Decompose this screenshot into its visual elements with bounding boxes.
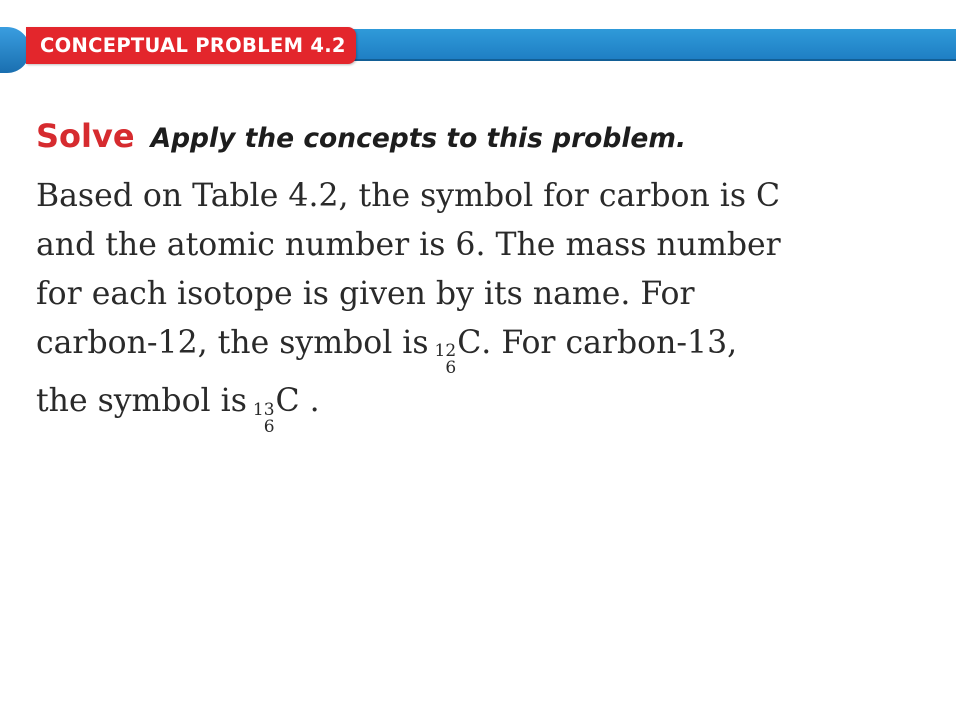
paragraph-text: the symbol is xyxy=(36,383,247,420)
paragraph-line: Based on Table 4.2, the symbol for carbon is C xyxy=(36,178,781,214)
solution-paragraph xyxy=(36,172,936,436)
paragraph-text: . xyxy=(299,383,320,420)
mass-number: 13 xyxy=(252,399,275,420)
nuclide-scripts xyxy=(435,343,457,377)
solve-subheading: Apply the concepts to this problem. xyxy=(150,123,687,154)
element-symbol: C xyxy=(275,383,300,420)
solve-heading-line xyxy=(36,117,686,155)
mass-number: 12 xyxy=(434,341,457,362)
nuclide-scripts xyxy=(252,399,275,437)
banner-blue-bar xyxy=(330,29,956,61)
element-symbol: C xyxy=(457,325,482,361)
paragraph-line: and the atomic number is 6. The mass number xyxy=(36,227,781,263)
banner-title: CONCEPTUAL PROBLEM 4.2 xyxy=(40,34,346,57)
paragraph-text: . For carbon-13, xyxy=(481,325,738,361)
carbon-13-symbol xyxy=(253,377,300,435)
atomic-number: 6 xyxy=(263,416,275,437)
carbon-12-symbol xyxy=(435,319,482,377)
atomic-number: 6 xyxy=(445,358,457,379)
paragraph-text: carbon-12, the symbol is xyxy=(36,325,429,361)
paragraph-line xyxy=(36,319,936,377)
problem-banner xyxy=(0,27,960,71)
paragraph-line: for each isotope is given by its name. For xyxy=(36,276,695,312)
paragraph-line xyxy=(36,377,936,435)
solve-heading: Solve xyxy=(36,117,135,155)
